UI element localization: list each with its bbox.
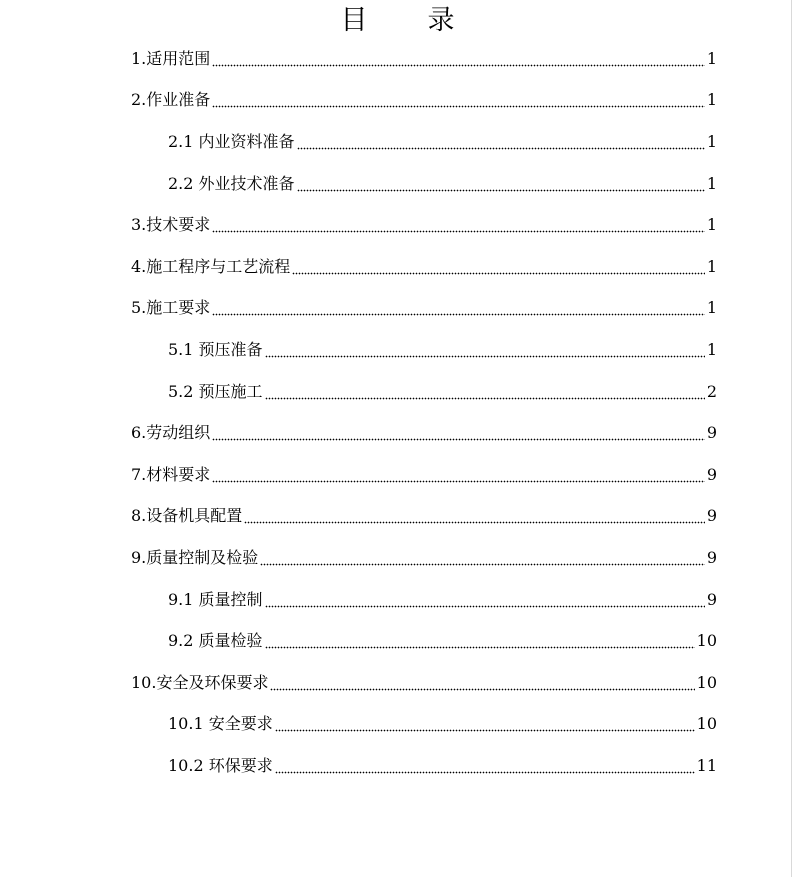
toc-entry-page-number: 10 bbox=[696, 714, 717, 734]
toc-entry-label: 8.设备机具配置 bbox=[131, 506, 243, 526]
toc-entry-page-number: 1 bbox=[706, 48, 717, 68]
page-edge-divider bbox=[791, 0, 792, 877]
toc-entry[interactable] bbox=[168, 745, 717, 787]
toc-entry[interactable] bbox=[168, 704, 717, 746]
toc-entry-page-number: 10 bbox=[696, 631, 717, 651]
toc-dot-leader bbox=[270, 673, 694, 693]
toc-entry-label: 5.施工要求 bbox=[131, 298, 211, 318]
toc-dot-leader bbox=[265, 631, 695, 651]
toc-dot-leader bbox=[265, 382, 705, 402]
toc-entry-label: 5.2 预压施工 bbox=[168, 381, 263, 401]
toc-dot-leader bbox=[265, 340, 705, 360]
toc-entry[interactable] bbox=[168, 163, 717, 205]
toc-title-char-2: 录 bbox=[427, 5, 455, 36]
toc-dot-leader bbox=[275, 714, 695, 734]
toc-entry-page-number: 1 bbox=[706, 131, 717, 151]
toc-dot-leader bbox=[244, 506, 705, 526]
toc-dot-leader bbox=[212, 423, 705, 443]
toc-dot-leader bbox=[297, 174, 705, 194]
toc-entry-label: 2.2 外业技术准备 bbox=[168, 173, 295, 193]
toc-entry[interactable] bbox=[168, 579, 717, 621]
toc-entry-label: 10.安全及环保要求 bbox=[131, 672, 269, 692]
toc-entry-page-number: 10 bbox=[696, 672, 717, 692]
toc-dot-leader bbox=[212, 215, 705, 235]
toc-dot-leader bbox=[212, 298, 705, 318]
toc-entry-label: 2.1 内业资料准备 bbox=[168, 131, 295, 151]
toc-entry-page-number: 1 bbox=[706, 298, 717, 318]
toc-entry-page-number: 9 bbox=[706, 506, 717, 526]
toc-entry-label: 9.1 质量控制 bbox=[168, 589, 263, 609]
toc-dot-leader bbox=[212, 49, 705, 69]
toc-entry-label: 9.质量控制及检验 bbox=[131, 547, 259, 567]
toc-entry-label: 10.1 安全要求 bbox=[168, 714, 273, 734]
toc-entry-label: 3.技术要求 bbox=[131, 215, 211, 235]
toc-entry[interactable] bbox=[131, 38, 717, 80]
toc-entry-page-number: 9 bbox=[706, 547, 717, 567]
toc-entry[interactable] bbox=[131, 662, 717, 704]
toc-entry[interactable] bbox=[131, 204, 717, 246]
toc-entry[interactable] bbox=[168, 329, 717, 371]
toc-entry[interactable] bbox=[131, 454, 717, 496]
toc-dot-leader bbox=[212, 465, 705, 485]
toc-entry-label: 1.适用范围 bbox=[131, 48, 211, 68]
toc-entry-page-number: 11 bbox=[696, 755, 717, 775]
toc-entry-page-number: 9 bbox=[706, 464, 717, 484]
toc-entry[interactable] bbox=[131, 288, 717, 330]
toc-entry-label: 4.施工程序与工艺流程 bbox=[131, 256, 291, 276]
toc-entry[interactable] bbox=[131, 537, 717, 579]
toc-dot-leader bbox=[260, 548, 705, 568]
toc-entry-page-number: 9 bbox=[706, 423, 717, 443]
toc-entry-label: 10.2 环保要求 bbox=[168, 755, 273, 775]
toc-entry[interactable] bbox=[131, 412, 717, 454]
toc-dot-leader bbox=[265, 590, 705, 610]
toc-entry-page-number: 1 bbox=[706, 90, 717, 110]
toc-dot-leader bbox=[292, 257, 705, 277]
toc-entry-page-number: 1 bbox=[706, 256, 717, 276]
toc-entry-page-number: 2 bbox=[706, 381, 717, 401]
toc-entry-page-number: 1 bbox=[706, 339, 717, 359]
toc-entry-label: 2.作业准备 bbox=[131, 90, 211, 110]
toc-entry[interactable] bbox=[131, 246, 717, 288]
toc-entry[interactable] bbox=[168, 121, 717, 163]
toc-title-char-1: 目 bbox=[340, 5, 368, 36]
toc-entry-label: 9.2 质量检验 bbox=[168, 631, 263, 651]
toc-title bbox=[0, 2, 795, 40]
toc-entry-page-number: 1 bbox=[706, 215, 717, 235]
toc-entry-label: 6.劳动组织 bbox=[131, 423, 211, 443]
toc-entry-page-number: 9 bbox=[706, 589, 717, 609]
toc-dot-leader bbox=[275, 756, 695, 776]
toc-entry[interactable] bbox=[168, 371, 717, 413]
toc-entry[interactable] bbox=[131, 496, 717, 538]
toc-dot-leader bbox=[212, 90, 705, 110]
toc-entry-page-number: 1 bbox=[706, 173, 717, 193]
toc-entry-label: 5.1 预压准备 bbox=[168, 339, 263, 359]
toc-dot-leader bbox=[297, 132, 705, 152]
toc-entry-label: 7.材料要求 bbox=[131, 464, 211, 484]
toc-entry[interactable] bbox=[168, 620, 717, 662]
toc-entry[interactable] bbox=[131, 80, 717, 122]
